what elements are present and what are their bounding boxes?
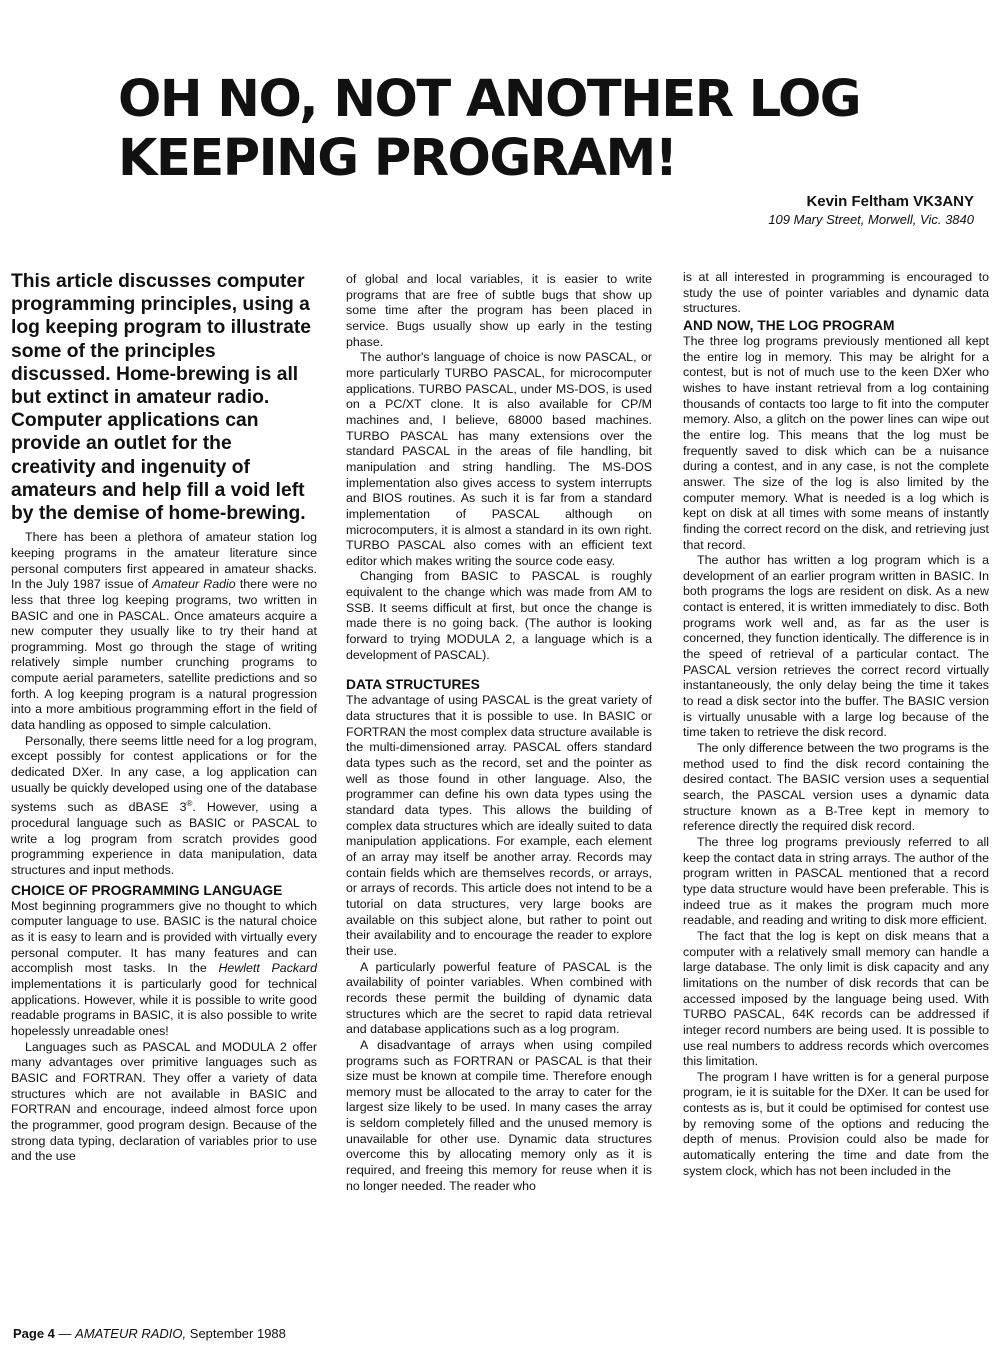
paragraph: Most beginning programmers give no thought to which computer language to use. BASIC is the natural choice as it is easy to learn and is provided with virtually every personal computer. It has many features and can accomplish most tasks. In the Hewlett Packard implementations it is particularly good for technical applications. However, while it is possible to write good readable programs in BASIC, it is also possible to write hopelessly unreadable ones!	[11, 898, 317, 1039]
paragraph: The author has written a log program which is a development of an earlier program written in BASIC. In both programs the logs are resident on disk. As a new contact is entered, it is written immediately to disc. Both programs work well and, as far as the user is concerned, they function identically. The difference is in the speed of retrieval of a particular contact. The PASCAL version retrieves the correct record virtually instantaneously, the only delay being the time it takes to read a disk sector into the buffer. The BASIC version is virtually unusable with a large log because of the time taken to retrieve the disk record.	[683, 553, 989, 740]
intro-summary: This article discusses computer programming principles, using a log keeping program to illustrate some of the principles discussed. Home-brewing is all but extinct in amateur radio. Computer applications can provide an outlet for the creativity and ingenuity of amateurs and help fill a void left by the demise of home-brewing.	[11, 271, 311, 525]
paragraph: of global and local variables, it is easier to write programs that are free of subtle bugs that show up some time after the program has been placed in service. Bugs usually show up early in the testing phase.	[346, 272, 652, 349]
section-heading: AND NOW, THE LOG PROGRAM	[683, 317, 895, 333]
byline	[768, 192, 974, 229]
column-2	[346, 272, 652, 1322]
author-name: Kevin Feltham VK3ANY	[806, 193, 974, 210]
paragraph: The author's language of choice is now PASCAL, or more particularly TURBO PASCAL, for microcomputer applications. TURBO PASCAL, under MS-DOS, is used on a PC/XT clone. It is also available for CP/M machines and, I believe, 68000 based machines. TURBO PASCAL has many extensions over the standard PASCAL in the areas of file handling, bit manipulation and string handling. The MS-DOS implementation also gives access to system interrupts and BIOS routines. As such it is far from a standard implementation of PASCAL although on microcomputers, it is almost a standard in its own right. TURBO PASCAL also comes with an efficient text editor which makes writing the source code easy.	[346, 350, 652, 568]
paragraph: Personally, there seems little need for a log program, except possibly for contest applications or for the dedicated DXer. In any case, a log application can usually be quickly developed using one of the database systems such as dBASE 3®. However, using a procedural language such as BASIC or PASCAL to write a log program from scratch provides good programming experience in data manipulation, data structures and input methods.	[11, 733, 317, 878]
author-address: 109 Mary Street, Morwell, Vic. 3840	[768, 212, 974, 227]
footer-magazine: AMATEUR RADIO,	[75, 1326, 187, 1341]
paragraph: The three log programs previously mentioned all kept the entire log in memory. This may be alright for a contest, but is not of much use to the keen DXer who wishes to have instant retrieval from a log containing thousands of contacts too large to fit into the computer memory. Also, a glitch on the power lines can wipe out the entire log. This means that the log must be frequently saved to disk which can be a nuisance during a contest, and in any case, is not the complete answer. The size of the log is also limited by the computer memory. What is needed is a log which is kept on disk at all times with some means of instantly finding the correct record on the disk, and retrieving just that record.	[683, 333, 989, 552]
column-3	[683, 270, 989, 1320]
company-name: Hewlett Packard	[218, 961, 317, 976]
section-heading: DATA STRUCTURES	[346, 677, 480, 693]
page-footer: Page 4 — AMATEUR RADIO, September 1988	[13, 1326, 286, 1341]
paragraph: The advantage of using PASCAL is the great variety of data structures that it is possible to use. In BASIC or FORTRAN the most complex data structure available is the multi-dimensioned array. PASCAL offers standard data types such as the record, set and the pointer as well as those found in other language. Also, the programmer can define his own data types using the standard data types. This allows the building of complex data structures which are ideally suited to data manipulation applications. For example, each element of an array may itself be another array. Records may contain fields which are themselves records, or arrays, or arrays of records. This article does not intend to be a tutorial on data structures, very large books are available on this subject alone, but rather to point out their availability and to encourage the reader to explore their use.	[346, 693, 652, 958]
paragraph: A particularly powerful feature of PASCAL is the availability of pointer variables. When combined with records these permit the building of dynamic data structures which are the secret to rapid data retrieval and database applications such as a log program.	[346, 959, 652, 1037]
article-title: OH NO, NOT ANOTHER LOG KEEPING PROGRAM!	[118, 70, 861, 188]
paragraph: There has been a plethora of amateur station log keeping programs in the amateur literature since personal computers first appeared in amateur shacks. In the July 1987 issue of Amateur Radio there were no less that three log keeping programs, two written in BASIC and one in PASCAL. Once amateurs acquire a new computer they usually like to try their hand at programming. Most go through the stage of writing relatively simple number crunching programs to compute aerial parameters, satellite predictions and so forth. A log keeping program is a natural progression into a more ambitious programming effort in the field of data handling as opposed to simple calculation.	[11, 530, 317, 733]
footer-date: September 1988	[186, 1326, 286, 1341]
page-number: Page 4	[13, 1326, 55, 1341]
paragraph: is at all interested in programming is encouraged to study the use of pointer variables and dynamic data structures.	[683, 270, 989, 316]
paragraph: The three log programs previously referred to all keep the contact data in string arrays. The author of the program written in PASCAL mentioned that a record type data structure would have been preferable. This is indeed true as it makes the program much more readable, and reading and writing to disk more efficient.	[683, 834, 989, 928]
paragraph: The fact that the log is kept on disk means that a computer with a relatively small memory can handle a large database. The only limit is disk capacity and any limitations on the number of disk records that can be accessed imposed by the language being used. With TURBO PASCAL, 64K records can be addressed if integer record numbers are being used. It is possible to use real numbers to address records which overcomes this limitation.	[683, 928, 989, 1069]
registered-mark: ®	[186, 799, 193, 809]
paragraph: Languages such as PASCAL and MODULA 2 offer many advantages over primitive languages such as BASIC and FORTRAN. They offer a variety of data structures which are not available in BASIC and FORTRAN and encourage, indeed almost force upon the programmer, good program design. Because of the strong data typing, declaration of variables prior to use and the use	[11, 1039, 317, 1164]
paragraph: Changing from BASIC to PASCAL is roughly equivalent to the change which was made from AM to SSB. It seems difficult at first, but once the change is made there is no going back. (The author is looking forward to trying MODULA 2, a language which is a development of PASCAL).	[346, 569, 652, 662]
column-1	[11, 270, 317, 1320]
section-heading: CHOICE OF PROGRAMMING LANGUAGE	[11, 882, 283, 898]
paragraph: A disadvantage of arrays when using compiled programs such as FORTRAN or PASCAL is that their size must be known at compile time. Therefore enough memory must be allocated to the array to cater for the largest size likely to be used. In many cases the array is seldom completely filled and the unused memory is unavailable for other use. Dynamic data structures overcome this by allocating memory only as it is required, and freeing this memory for reuse when it is no longer needed. The reader who	[346, 1037, 652, 1193]
paragraph: The program I have written is for a general purpose program, ie it is suitable for the DXer. It can be used for contests as is, but it could be optimised for contest use by removing some of the options and reducing the depth of menus. Provision could also be made for automatically entering the time and date from the system clock, which has not been included in the	[683, 1069, 989, 1178]
paragraph: The only difference between the two programs is the method used to find the disk record containing the desired contact. The BASIC version uses a sequential search, the PASCAL version uses a dynamic data structure known as a B-Tree kept in memory to reference directly the required disk record.	[683, 741, 989, 834]
magazine-name: Amateur Radio	[152, 577, 236, 592]
